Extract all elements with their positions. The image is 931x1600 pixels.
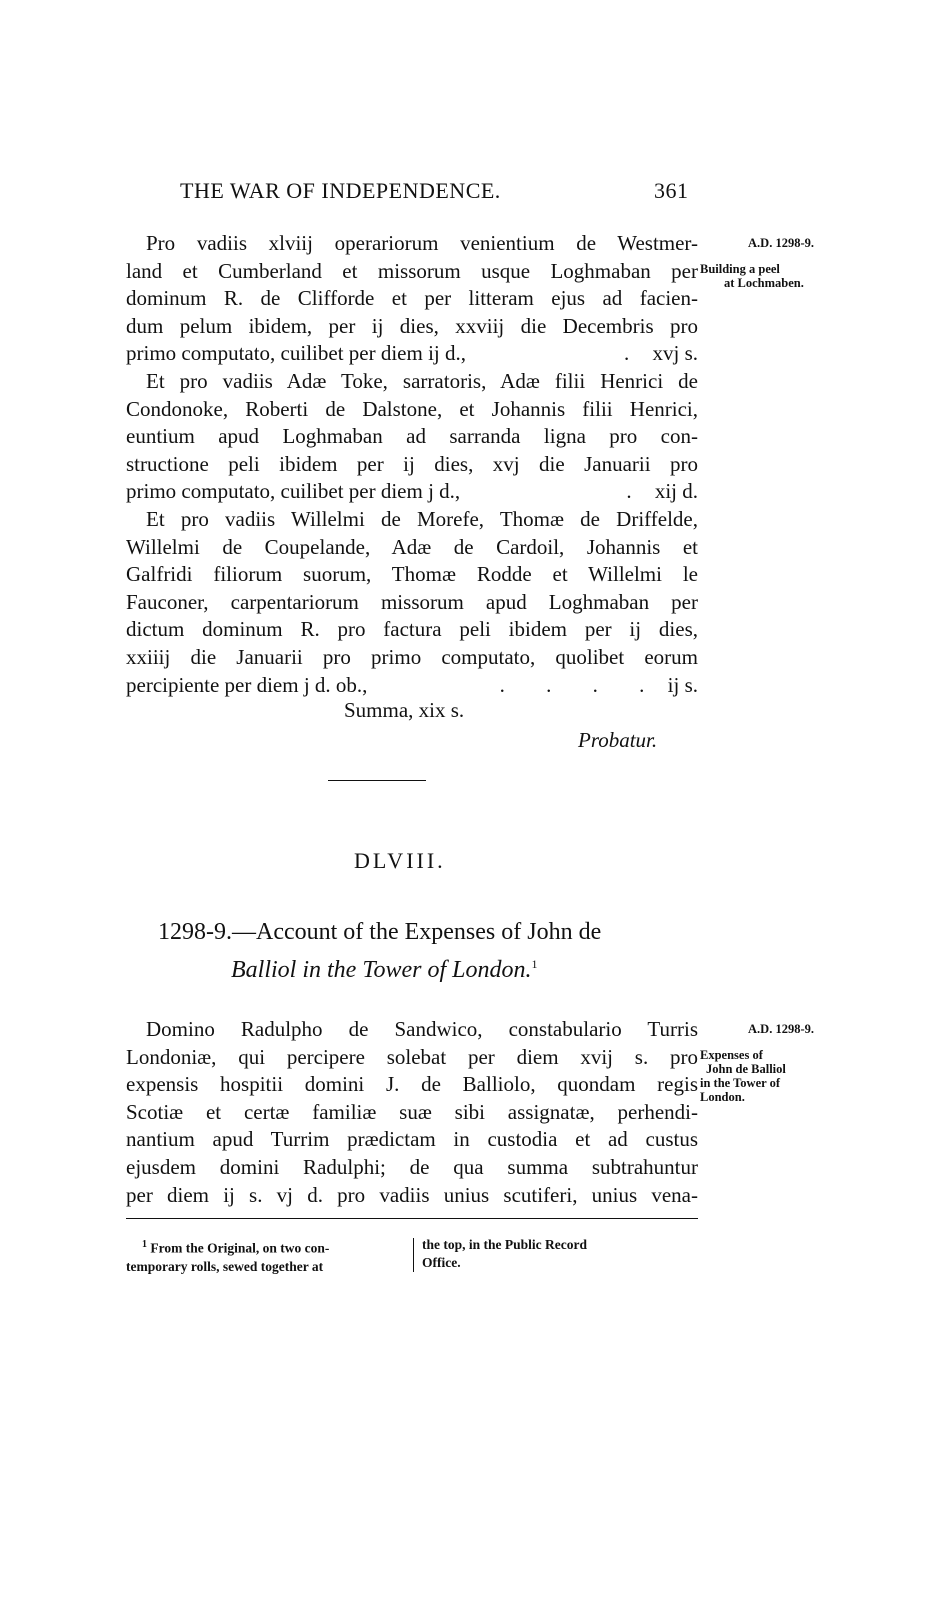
margin-note-line: Building a peel [700,262,780,276]
text-line: Willelmi de Coupelande, Adæ de Cardoil, Johannis et [126,534,698,559]
footnote-rule [126,1218,698,1219]
text-line: Et pro vadiis Willelmi de Morefe, Thomæ de Driffelde, [146,506,698,531]
text-line: Galfridi filiorum suorum, Thomæ Rodde et Willelmi le [126,562,698,587]
text-line: per diem ij s. vj d. pro vadiis unius scutiferi, unius vena- [126,1182,698,1207]
heading-line-2: Balliol in the Tower of London.$^1$ [231,957,538,983]
entry-text: primo computato, cuilibet per diem j d., [126,479,461,504]
entry-amount: . xvj s. [623,341,698,366]
margin-date: A.D. 1298-9. [748,1022,814,1036]
margin-note-2 [700,1022,828,1104]
text-line: Et pro vadiis Adæ Toke, sarratoris, Adæ filii Henrici de [146,368,698,393]
footnote-ref: 1 [531,957,538,971]
margin-note-line: in the Tower of [700,1076,780,1090]
footnote-line: the top, in the Public Record [422,1237,587,1252]
text-line: dum pelum ibidem, per ij dies, xxviij die Decembris pro [126,313,698,338]
text-line: Condonoke, Roberti de Dalstone, et Johannis filii Henrici, [126,396,698,421]
document-heading [158,916,698,986]
probatur: Probatur. [578,728,658,752]
section1-text [126,230,698,699]
text-line: nantium apud Turrim prædictam in custodia et ad custus [126,1127,698,1152]
text-line: Londoniæ, qui percipere solebat per diem xvij s. pro [126,1044,698,1069]
footnote-line: temporary rolls, sewed together at [126,1258,324,1274]
text-line: Domino Radulpho de Sandwico, constabulario Turris [146,1017,698,1041]
text-line: Pro vadiis xlviij operariorum venientium de Westmer- [146,231,698,255]
footnote-right-column [422,1236,702,1272]
heading-line-1: 1298-9.—Account of the Expenses of John de [158,919,602,945]
entry-text: primo computato, cuilibet per diem ij d., [126,341,467,366]
entry-amount: . xij d. [626,479,698,504]
margin-note-line: at Lochmaben. [724,276,804,290]
text-line [126,672,698,700]
text-line: euntium apud Loghmaban ad sarranda ligna pro con- [126,424,698,449]
running-head-title: THE WAR OF INDEPENDENCE. [180,178,501,203]
margin-date: A.D. 1298-9. [748,236,814,250]
margin-note-line: John de Balliol [706,1062,786,1076]
margin-note-line: Expenses of [700,1048,763,1062]
document-number: DLVIII. [354,848,446,873]
text-line: Scotiæ et certæ familiæ suæ sibi assignatæ, perhendi- [126,1099,698,1124]
footnote-line: $^1$ From the Original, on two con- [142,1239,330,1256]
text-line: Fauconer, carpentariorum missorum apud Loghmaban per [126,589,698,614]
text-line: ejusdem domini Radulphi; de qua summa subtrahuntur [126,1154,698,1179]
text-line: expensis hospitii domini J. de Balliolo, quondam regis [126,1072,698,1097]
margin-note-line: London. [700,1090,745,1104]
text-line: dominum R. de Clifforde et per litteram ejus ad facien- [126,286,698,311]
entry-amount: . . . . ij s. [499,672,698,697]
margin-note-1 [700,236,828,290]
text-line: structione peli ibidem per ij dies, xvj die Januarii pro [126,451,698,476]
summa-total: Summa, xix s. [344,698,465,722]
text-line: xxiiij die Januarii pro primo computato, quolibet eorum [126,644,698,669]
page-number: 361 [654,178,689,203]
text-line [126,340,698,368]
footnote-left-column [126,1236,406,1276]
document-body [126,1016,698,1209]
text-line: land et Cumberland et missorum usque Loghmaban per [126,258,698,283]
entry-text: percipiente per diem j d. ob., [126,672,368,697]
section-divider [328,780,426,781]
footnote-line: Office. [422,1255,461,1270]
text-line: dictum dominum R. pro factura peli ibidem per ij dies, [126,617,698,642]
footnote-column-divider [413,1238,414,1272]
text-line [126,478,698,506]
